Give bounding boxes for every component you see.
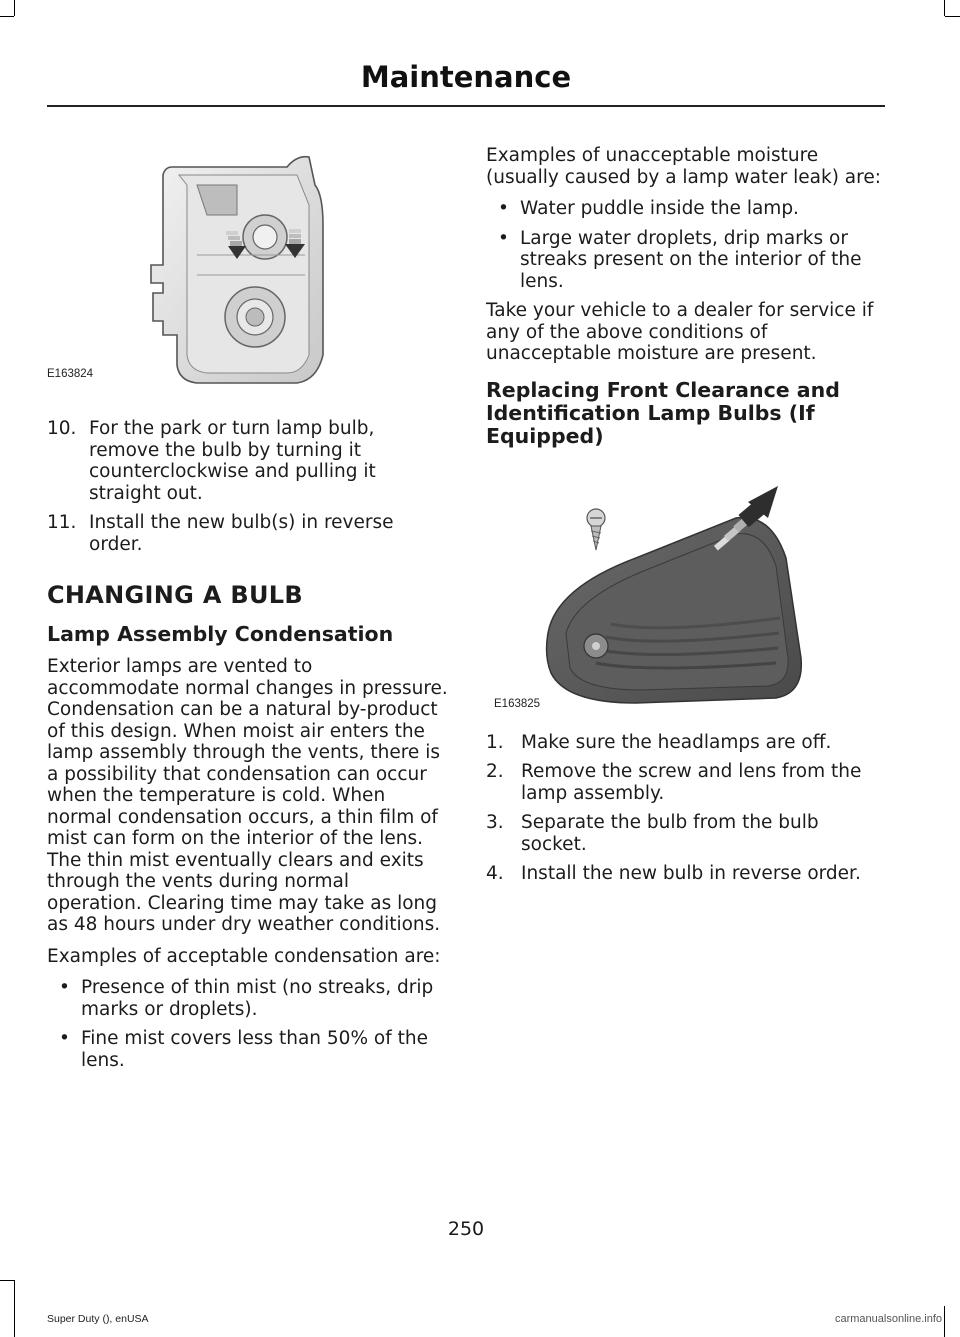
figure-tail-lamp — [47, 145, 449, 385]
bullet-text: Water puddle inside the lamp. — [520, 198, 799, 219]
step-number: 11. — [47, 512, 77, 533]
step-item — [486, 812, 886, 855]
step-text: For the park or turn lamp bulb, remove the bulb by turning it counterclockwise and pulling it straight out. — [89, 418, 376, 504]
screw-icon — [587, 509, 605, 550]
page-number: 250 — [447, 1218, 485, 1240]
left-column — [47, 145, 449, 1079]
step-number: 3. — [486, 812, 504, 833]
bullet-icon: • — [498, 198, 509, 219]
crop-mark — [0, 16, 14, 17]
step-number: 10. — [47, 418, 77, 439]
tail-lamp-illustration — [47, 145, 449, 385]
crop-mark — [944, 1306, 945, 1337]
step-text: Install the new bulb(s) in reverse order. — [89, 512, 394, 555]
step-item — [47, 512, 449, 555]
crop-mark — [14, 0, 15, 16]
crop-mark — [0, 1280, 14, 1281]
paragraph: Exterior lamps are vented to accommodate normal changes in pressure. Condensation can be a natural by-product of this design. When moist air enters the lamp assembly through the vents, there is a possibility that condensation can occur when the temperature is cold. When normal condensation occurs, a thin film of mist can form on the interior of the lens. The thin mist eventually clears and exits through the vents during normal operation. Clearing time may take as long as 48 hours under dry weather conditions. — [47, 656, 448, 935]
clearance-lamp-illustration — [486, 458, 886, 716]
header-divider — [47, 105, 885, 107]
figure-label: E163825 — [494, 697, 541, 710]
figure-clearance-lamp — [486, 458, 886, 716]
step-item — [486, 732, 886, 754]
bullet-text: Large water droplets, drip marks or streaks present on the interior of the lens. — [520, 227, 862, 292]
paragraph: Examples of acceptable condensation are: — [47, 945, 441, 967]
step-text: Install the new bulb in reverse order. — [521, 863, 861, 884]
step-text: Make sure the headlamps are off. — [521, 731, 832, 753]
step-text: Remove the screw and lens from the lamp assembly. — [521, 761, 862, 804]
step-text: Separate the bulb from the bulb socket. — [521, 812, 819, 855]
step-item — [486, 863, 886, 885]
crop-mark — [14, 1280, 15, 1337]
crop-mark — [944, 0, 945, 16]
crop-mark — [945, 16, 960, 17]
right-column — [486, 145, 886, 893]
bullet-item — [47, 977, 449, 1020]
watermark: carmanualsonline.info — [834, 1313, 942, 1325]
step-number: 1. — [486, 731, 504, 753]
bullet-item — [486, 198, 886, 220]
section-heading: CHANGING A BULB — [47, 581, 303, 609]
section-heading: Replacing Front Clearance and Identification Lamp Bulbs (If Equipped) — [486, 377, 840, 448]
document-info: Super Duty (), enUSA — [47, 1313, 149, 1325]
bullet-icon: • — [59, 977, 70, 998]
bullet-item — [486, 228, 886, 293]
figure-label: E163824 — [47, 368, 94, 380]
step-item — [486, 761, 886, 804]
paragraph: Examples of unacceptable moisture (usually caused by a lamp water leak) are: — [486, 145, 881, 188]
bullet-text: Presence of thin mist (no streaks, drip marks or droplets). — [81, 977, 434, 1020]
subsection-heading: Lamp Assembly Condensation — [47, 622, 394, 646]
bullet-icon: • — [59, 1028, 70, 1049]
page-title: Maintenance — [360, 60, 572, 94]
step-number: 4. — [486, 863, 504, 884]
bullet-item — [47, 1028, 449, 1071]
step-number: 2. — [486, 761, 504, 782]
step-item — [47, 418, 449, 504]
bullet-icon: • — [498, 227, 509, 249]
bullet-text: Fine mist covers less than 50% of the lens. — [81, 1028, 428, 1071]
paragraph: Take your vehicle to a dealer for service if any of the above conditions of unacceptable moisture are present. — [486, 300, 874, 364]
